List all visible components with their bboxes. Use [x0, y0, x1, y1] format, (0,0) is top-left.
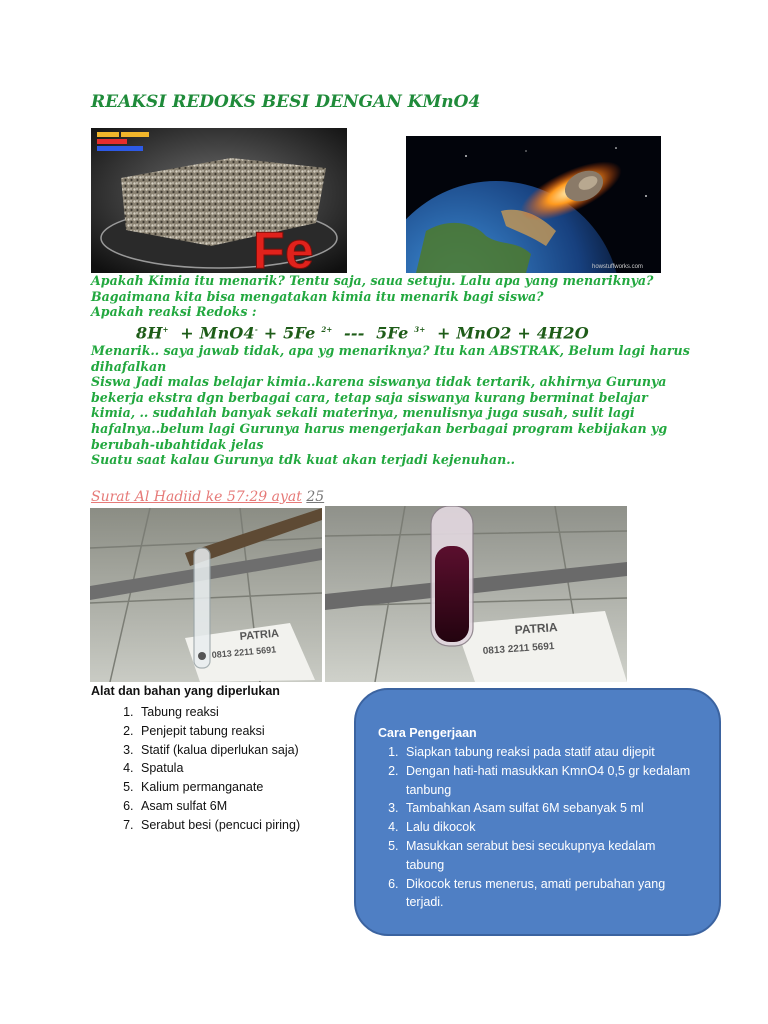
materials-list [91, 703, 300, 835]
fe-symbol-label: Fe [253, 222, 314, 273]
list-item: 3. Statif (kalua diperlukan saja) [137, 741, 300, 760]
photo2-label-2: 0813 2211 5691 [482, 641, 555, 657]
surat-reference [91, 489, 324, 505]
eq-products: + MnO2 + 4H2O [436, 323, 589, 343]
intro-text [91, 273, 691, 468]
iron-sample-image [91, 128, 347, 273]
list-item: 5. Kalium permanganate [137, 778, 300, 797]
test-tube-photo-1 [90, 508, 322, 682]
eq-h: 8H [136, 323, 163, 343]
list-item: 1. Siapkan tabung reaksi pada statif atau dijepit [402, 743, 697, 762]
surat-ref-link[interactable]: Surat Al Hadiid ke 57:29 ayat [91, 489, 302, 505]
materials-section [91, 684, 300, 835]
eq-arrow: --- [344, 323, 365, 343]
eq-mno4: + MnO4 [180, 323, 255, 343]
eq-h-charge: + [162, 324, 169, 334]
paragraph-2: Siswa Jadi malas belajar kimia..karena siswanya tidak tertarik, akhirnya Gurunya bekerja ekstra dgn berbagai cara, tetap saja siswanya kurang berminat belajar kimia, .. sudahlah banyak sekali materinya, menulisnya juga susah, sulit lagi hafalnya..belum lagi Gurunya harus mengerjakan berbagai program kebijakan yg berubah-ubahtidak jelas [91, 374, 668, 452]
list-item: 2. Dengan hati-hati masukkan KmnO4 0,5 gr kedalam tanbung [402, 762, 697, 800]
list-item: 5. Masukkan serabut besi secukupnya kedalam tabung [402, 837, 697, 875]
procedure-heading: Cara Pengerjaan [378, 726, 477, 740]
image-credit: howstuffworks.com [592, 264, 643, 270]
eq-fe-right-charge: 3+ [414, 324, 426, 334]
eq-fe-left-charge: 2+ [321, 324, 333, 334]
intro-line-2: Bagaimana kita bisa mengatakan kimia itu menarik bagi siswa? [91, 288, 544, 304]
intro-line-1: Apakah Kimia itu menarik? Tentu saja, saua setuju. Lalu apa yang menariknya? [91, 273, 654, 288]
photo1-label-2: 0813 2211 5691 [211, 644, 277, 660]
materials-heading: Alat dan bahan yang diperlukan [91, 684, 280, 698]
page-title: REAKSI REDOKS BESI DENGAN KMnO4 [91, 92, 481, 112]
list-item: 6. Asam sulfat 6M [137, 797, 300, 816]
earth-asteroid-image [406, 136, 661, 273]
list-item: 4. Lalu dikocok [402, 818, 697, 837]
intro-line-3: Apakah reaksi Redoks : [91, 304, 257, 320]
surat-ayat-number: 25 [306, 489, 325, 505]
eq-mno4-charge: - [254, 324, 258, 334]
procedure-card [354, 688, 721, 936]
procedure-list [378, 743, 697, 912]
test-tube-photo-2 [325, 506, 627, 682]
photo1-label-1: PATRIA [239, 627, 280, 643]
list-item: 2. Penjepit tabung reaksi [137, 722, 300, 741]
eq-fe-left: + 5Fe [263, 323, 316, 343]
paragraph-3: Suatu saat kalau Gurunya tdk kuat akan terjadi kejenuhan.. [91, 452, 516, 468]
photo2-label-1: PATRIA [514, 620, 558, 637]
paragraph-1: Menarik.. saya jawab tidak, apa yg menariknya? Itu kan ABSTRAK, Belum lagi harus dihafalkan [91, 343, 690, 374]
list-item: 1. Tabung reaksi [137, 703, 300, 722]
list-item: 4. Spatula [137, 759, 300, 778]
redox-equation [91, 320, 691, 343]
list-item: 6. Dikocok terus menerus, amati perubahan yang terjadi. [402, 875, 697, 913]
list-item: 3. Tambahkan Asam sulfat 6M sebanyak 5 ml [402, 799, 697, 818]
eq-fe-right: 5Fe [376, 323, 409, 343]
list-item: 7. Serabut besi (pencuci piring) [137, 816, 300, 835]
